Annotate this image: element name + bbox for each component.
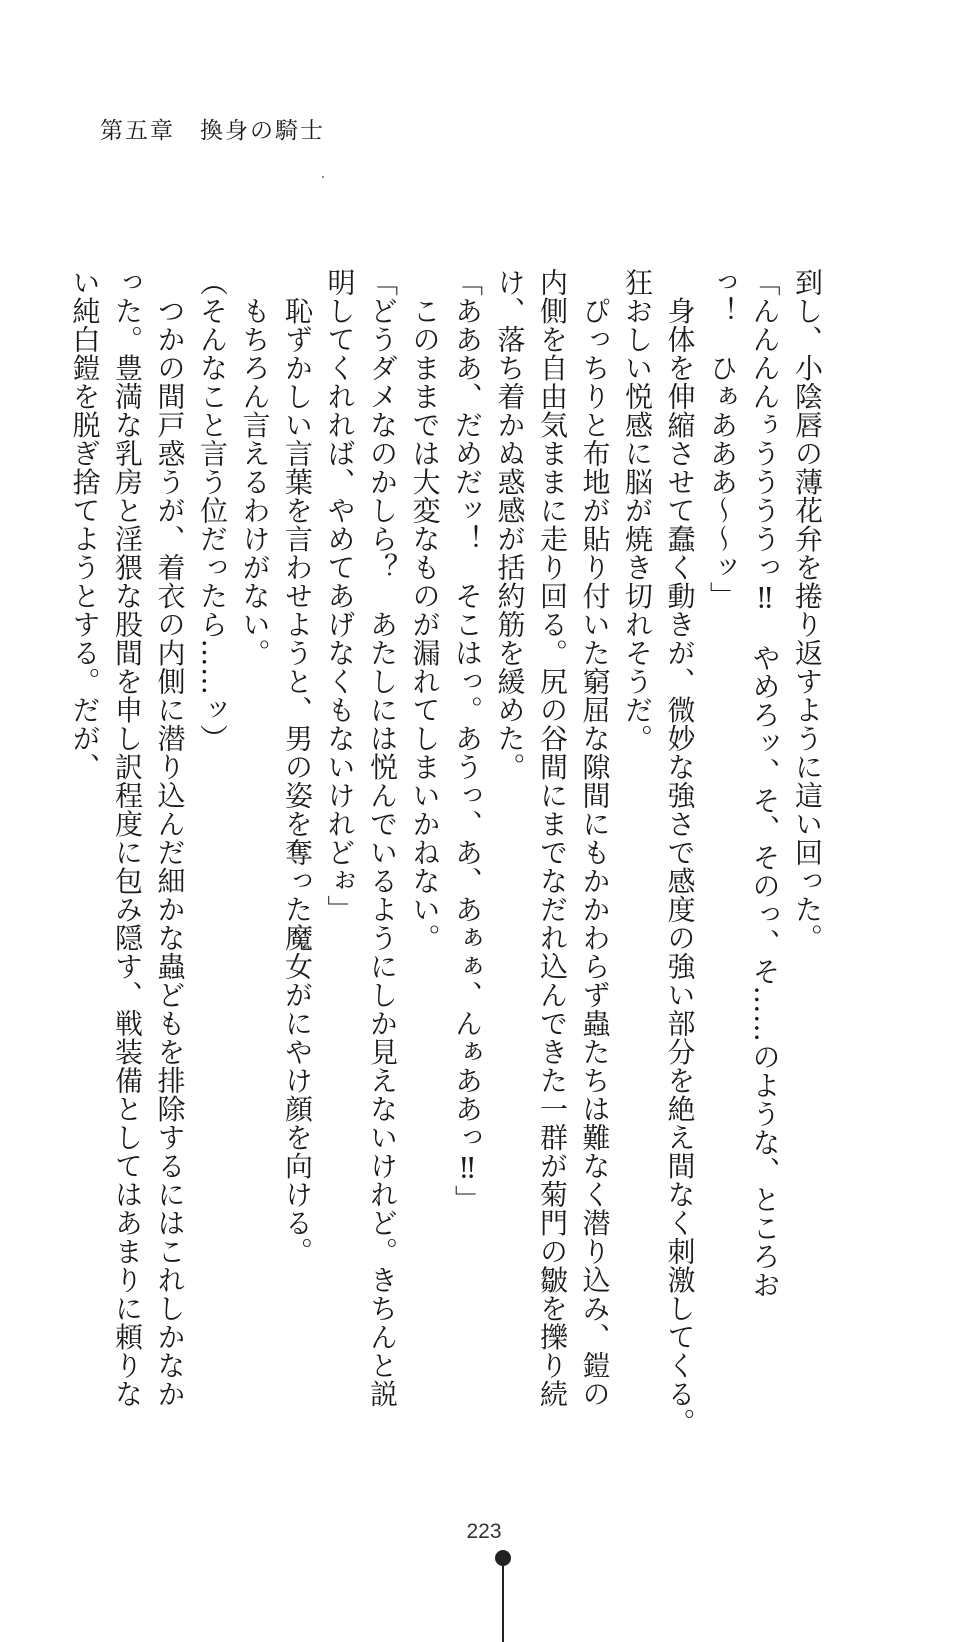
text-line: った。豊満な乳房と淫猥な股間を申し訳程度に包み隠す、戦装備としてはあまりに頼りな xyxy=(111,268,144,1408)
text-line: 到し、小陰唇の薄花弁を捲り返すように這い回った。 xyxy=(791,268,824,952)
text-line: 狂おしい悦感に脳が焼き切れそうだ。 xyxy=(621,268,654,753)
text-line: このままでは大変なものが漏れてしまいかねない。 xyxy=(408,268,442,952)
text-line: 恥ずかしい言葉を言わせようと、男の姿を奪った魔女がにやけ顔を向ける。 xyxy=(281,268,314,1266)
print-speck xyxy=(322,176,324,178)
text-line: ぴっちりと布地が貼り付いた窮屈な隙間にもかかわらず蟲たちは難なく潜り込み、鎧の xyxy=(578,268,612,1408)
text-line: もちろん言えるわけがない。 xyxy=(238,268,272,667)
text-line: 内側を自由気ままに走り回る。尻の谷間にまでなだれ込んできた一群が菊門の皺を擽り続 xyxy=(536,268,569,1408)
text-line: い純白鎧を脱ぎ捨てようとする。だが、 xyxy=(68,268,102,781)
page-marker-line xyxy=(502,1562,504,1642)
text-line: 「あああ、だめだッ！ そこはっ。あうっ、あ、あぁぁ、んぁああっ‼」 xyxy=(451,268,484,1214)
text-line: （そんなこと言う位だったら……ッ） xyxy=(196,268,229,753)
text-line: つかの間戸惑うが、着衣の内側に潜り込んだ細かな蟲どもを排除するにはこれしかなか xyxy=(153,268,187,1408)
text-line: 明してくれれば、やめてあげなくもないけれどぉ」 xyxy=(323,268,357,924)
text-line: 身体を伸縮させて蠢く動きが、微妙な強さで感度の強い部分を絶え間なく刺激してくる。 xyxy=(663,268,697,1437)
body-text xyxy=(63,268,828,1437)
chapter-title: 第五章 換身の騎士 xyxy=(100,118,325,144)
page-number: 223 xyxy=(466,1520,502,1543)
text-line: 「どうダメなのかしら？ あたしには悦んでいるようにしか見えないけれど。きちんと説 xyxy=(366,268,399,1408)
text-line: 「んんんんぅううううっ‼ やめろッ、そ、そのっ、そ……のような、ところお xyxy=(748,268,782,1299)
text-line: け、落ち着かぬ惑感が括約筋を緩めた。 xyxy=(493,268,527,781)
text-line: っ！ ひぁあああ～～ッ」 xyxy=(706,268,739,610)
